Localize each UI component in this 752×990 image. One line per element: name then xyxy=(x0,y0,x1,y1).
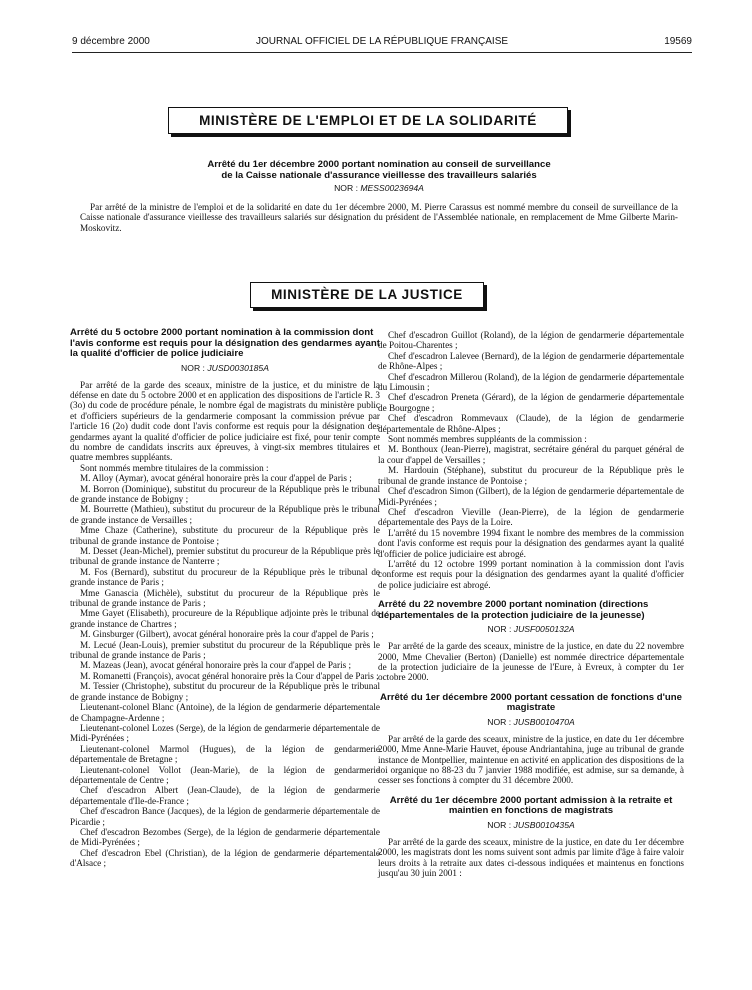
paragraph: M. Romanetti (François), avocat général honoraire près la Cour d'appel de Paris ; xyxy=(80,670,379,681)
paragraph: L'arrêté du 15 novembre 1994 fixant le nombre des membres de la commission dont l'avis conforme est requis pour la désignation des gendarmes ayant la qualité d'officier de police judiciaire est abrogé. xyxy=(378,527,684,559)
nor-code: JUSD0030185A xyxy=(207,362,269,373)
section-title: Arrêté du 1er décembre 2000 portant admission à la retraite et maintien en fonctions de magistrats xyxy=(389,794,673,817)
arrete-body: Par arrêté de la garde des sceaux, ministre de la justice, en date du 22 novembre 2000, Mme Chevalier (Berton) (Danielle) est nommée directrice départementale de la protection judiciaire de la jeunesse de l'Eure, à Evreux, à compter du 1er octobre 2000. xyxy=(378,641,684,683)
arrete-body: Par arrêté de la garde des sceaux, ministre de la justice, en date du 1er décembre 2000, Mme Anne-Marie Hauvet, épouse Andriantahina, juge au tribunal de grande instance de Montpellier, maintenue en activité en application des dispositions de la loi organique no 88-23 du 7 janvier 1988 modifiée, est admise, sur sa demande, à cesser ses fonctions à compter du 31 décembre 2000. xyxy=(378,733,684,786)
paragraph: M. Ginsburger (Gilbert), avocat général honoraire près la cour d'appel de Paris ; xyxy=(80,629,374,640)
nor-reference xyxy=(378,717,684,727)
paragraph: Chef d'escadron Albert (Jean-Claude), de la légion de gendarmerie départementale d'Ile-de-France ; xyxy=(70,785,380,806)
paragraph: M. Bonthoux (Jean-Pierre), magistrat, secrétaire général du parquet général de la cour d'appel de Versailles ; xyxy=(378,444,684,465)
ministry-heading-justice: MINISTÈRE DE LA JUSTICE xyxy=(250,282,484,308)
nor-label: NOR : xyxy=(487,624,512,635)
paragraph: M. Fos (Bernard), substitut du procureur de la République près le tribunal de grande instance de Paris ; xyxy=(70,566,380,588)
paragraph: Chef d'escadron Guillot (Roland), de la légion de gendarmerie départementale de Poitou-Charentes ; xyxy=(378,330,684,351)
nor-reference xyxy=(80,183,678,193)
arrete-title-line2: de la Caisse nationale d'assurance vieillesse des travailleurs salariés xyxy=(221,169,537,181)
paragraph: Chef d'escadron Preneta (Gérard), de la légion de gendarmerie départementale de Bourgogne ; xyxy=(378,392,684,413)
paragraph: Chef d'escadron Bance (Jacques), de la légion de gendarmerie départementale de Picardie ; xyxy=(70,806,380,827)
paragraph: Mme Chaze (Catherine), substitute du procureur de la République près le tribunal de grande instance de Pontoise ; xyxy=(70,525,380,546)
header-page-number: 19569 xyxy=(664,36,692,47)
nor-code: JUSF0050132A xyxy=(513,624,575,635)
nor-reference xyxy=(378,624,684,634)
page-header xyxy=(72,36,692,53)
paragraph: Chef d'escadron Lalevee (Bernard), de la légion de gendarmerie départementale de Rhône-Alpes ; xyxy=(378,350,684,372)
arrete-body: Par arrêté de la ministre de l'emploi et de la solidarité en date du 1er décembre 2000, M. Pierre Carassus est nommé membre du conseil de surveillance de la Caisse nationale d'assurance vieillesse des travailleurs salariés sur désignation du président de l'Assemblée nationale, en remplacement de Mme Gilberte Marin-Moskovitz. xyxy=(80,202,678,233)
paragraph-list xyxy=(378,330,684,590)
nor-code: JUSB0010470A xyxy=(513,716,575,727)
paragraph: L'arrêté du 12 octobre 1999 portant nomination à la commission dont l'avis conforme est requis pour la désignation des gendarmes ayant la qualité d'officier de police judiciaire est abrogé. xyxy=(378,558,684,590)
ministry-heading-emploi: MINISTÈRE DE L'EMPLOI ET DE LA SOLIDARITÉ xyxy=(168,107,568,134)
paragraph: Chef d'escadron Ebel (Christian), de la légion de gendarmerie départementale d'Alsace ; xyxy=(70,847,380,869)
paragraph: Chef d'escadron Simon (Gilbert), de la légion de gendarmerie départementale de Midi-Pyrénées ; xyxy=(378,486,684,507)
arrete-conseil-surveillance xyxy=(80,160,678,233)
paragraph: Chef d'escadron Bezombes (Serge), de la légion de gendarmerie départementale de Midi-Pyrénées ; xyxy=(70,826,380,848)
arrete-body: Par arrêté de la garde des sceaux, ministre de la justice, en date du 1er décembre 2000, les magistrats dont les noms suivent sont admis par limite d'âge à faire valoir leurs droits à la retraite aux dates ci-dessous indiquées et maintenus en fonctions jusqu'au 30 juin 2001 : xyxy=(378,836,684,879)
paragraph: M. Borron (Dominique), substitut du procureur de la République près le tribunal de grande instance de Bobigny ; xyxy=(70,483,380,504)
right-column xyxy=(378,330,684,878)
paragraph: M. Desset (Jean-Michel), premier substitut du procureur de la République près le tribunal de grande instance de Nanterre ; xyxy=(70,546,380,567)
header-journal-title: JOURNAL OFFICIEL DE LA RÉPUBLIQUE FRANÇAISE xyxy=(255,36,509,47)
paragraph: Chef d'escadron Rommevaux (Claude), de la légion de gendarmerie départementale de Rhône-Alpes ; xyxy=(378,413,684,434)
nor-reference xyxy=(70,363,380,373)
paragraph: Lieutenant-colonel Blanc (Antoine), de la légion de gendarmerie départementale de Champagne-Ardenne ; xyxy=(70,702,380,723)
nor-label: NOR : xyxy=(181,362,205,373)
nor-code: JUSB0010435A xyxy=(513,819,575,830)
paragraph: M. Alloy (Aymar), avocat général honoraire près la cour d'appel de Paris ; xyxy=(80,473,352,484)
paragraph: M. Bourrette (Mathieu), substitut du procureur de la République près le tribunal de grande instance de Versailles ; xyxy=(70,504,380,525)
paragraph-list xyxy=(70,380,380,869)
paragraph: Chef d'escadron Millerou (Roland), de la légion de gendarmerie départementale du Limousin ; xyxy=(378,371,684,393)
nor-reference xyxy=(378,820,684,830)
paragraph: Par arrêté de la garde des sceaux, ministre de la justice, et du ministre de la défense en date du 5 octobre 2000 et en application des dispositions de l'article R. 3 (3o) du code de procédure pénale, le nombre égal de magistrats du ministère public et d'officiers supérieurs de la gendarmerie composant la commission prévue par l'article 16 (2o) dudit code dont l'avis conforme est requis pour la désignation des gendarmes ayant la qualité d'officier de police judiciaire est fixé, pour tenir compte du nombre de candidats inscrits aux épreuves, à vingt-six membres titulaires et quatre membres suppléants. xyxy=(70,379,380,463)
nor-label: NOR : xyxy=(334,183,358,193)
section-title: Arrêté du 22 novembre 2000 portant nomination (directions départementales de la protection judiciaire de la jeunesse) xyxy=(378,599,649,621)
paragraph: Lieutenant-colonel Lozes (Serge), de la légion de gendarmerie départementale de Midi-Pyrénées ; xyxy=(70,722,380,744)
arrete-title-line1: Arrêté du 1er décembre 2000 portant nomination au conseil de surveillance xyxy=(207,159,551,170)
paragraph: M. Lecué (Jean-Louis), premier substitut du procureur de la République près le tribunal de grande instance de Paris ; xyxy=(70,639,380,661)
paragraph: M. Hardouin (Stéphane), substitut du procureur de la République près le tribunal de grande instance de Pontoise ; xyxy=(378,465,684,486)
header-date: 9 décembre 2000 xyxy=(72,36,150,47)
paragraph: M. Tessier (Christophe), substitut du procureur de la République près le tribunal de grande instance de Bobigny ; xyxy=(70,681,380,702)
section-title: Arrêté du 1er décembre 2000 portant cessation de fonctions d'une magistrate xyxy=(380,691,682,714)
section-title: Arrêté du 5 octobre 2000 portant nomination à la commission dont l'avis conforme est requis pour la désignation des gendarmes ayant la qualité d'officier de police judiciaire xyxy=(70,327,380,359)
left-column xyxy=(70,328,380,869)
paragraph: Sont nommés membre titulaires de la commission : xyxy=(80,462,269,473)
paragraph: Mme Ganascia (Michèle), substitut du procureur de la République près le tribunal de grande instance de Paris ; xyxy=(70,587,380,609)
paragraph: M. Mazeas (Jean), avocat général honoraire près la cour d'appel de Paris ; xyxy=(80,660,352,671)
nor-label: NOR : xyxy=(487,819,512,830)
paragraph: Mme Gayet (Elisabeth), procureure de la République adjointe près le tribunal de grande instance de Chartres ; xyxy=(70,608,380,629)
paragraph: Lieutenant-colonel Marmol (Hugues), de la légion de gendarmerie départementale de Bretagne ; xyxy=(70,743,380,765)
paragraph: Lieutenant-colonel Vollot (Jean-Marie), de la légion de gendarmerie départementale de Centre ; xyxy=(70,764,380,785)
nor-code: MESS0023694A xyxy=(360,183,424,193)
nor-label: NOR : xyxy=(487,716,512,727)
paragraph: Chef d'escadron Vieville (Jean-Pierre), de la légion de gendarmerie départementale des Pays de la Loire. xyxy=(378,506,684,528)
paragraph: Sont nommés membres suppléants de la commission : xyxy=(388,434,587,445)
